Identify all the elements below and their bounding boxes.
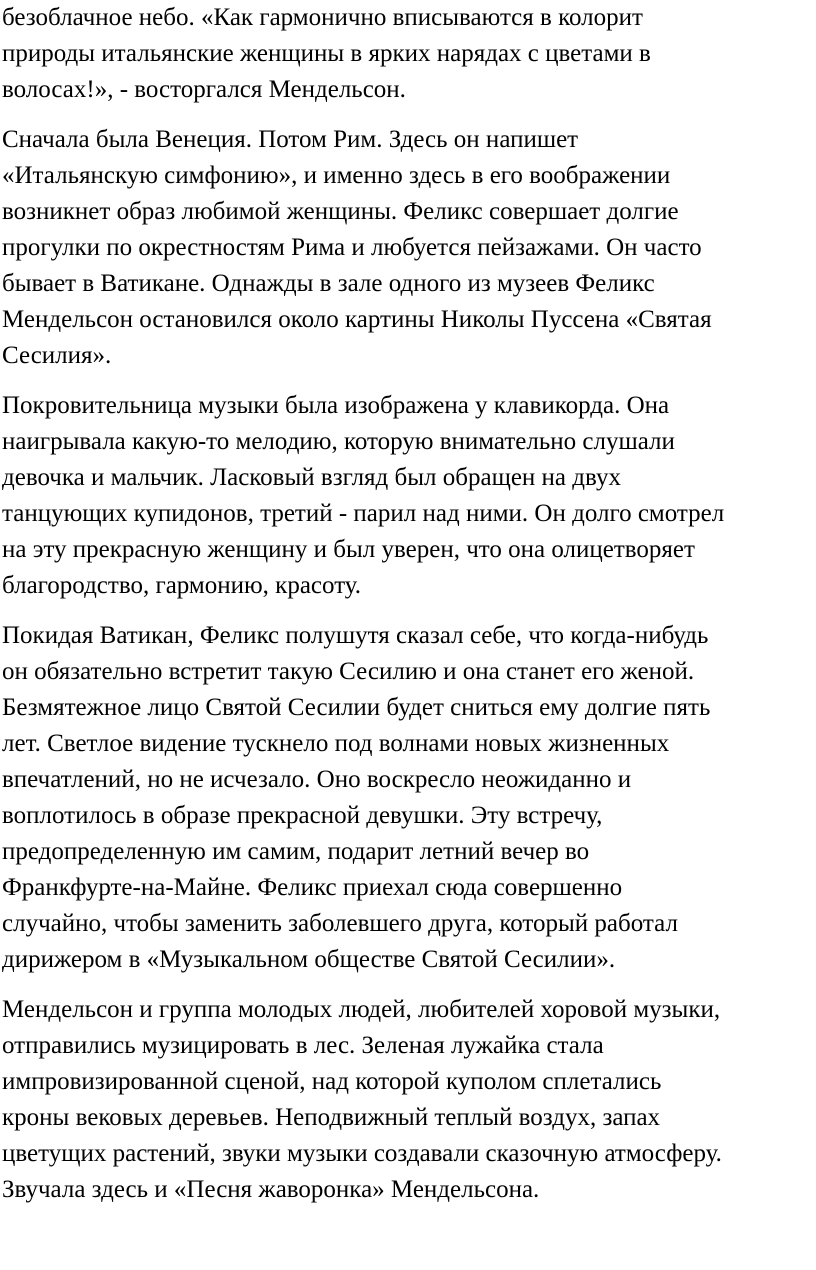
paragraph-3 [2,388,814,604]
text-line: танцующих купидонов, третий - парил над ними. Он долго смотрел [2,500,725,527]
text-line: прогулки по окрестностям Рима и любуется пейзажами. Он часто [2,234,702,261]
text-line: импровизированной сценой, над которой куполом сплетались [2,1068,662,1095]
text-line: благородство, гармонию, красоту. [2,572,362,599]
text-line: волосах!», - восторгался Мендельсон. [2,76,406,103]
text-line: Покидая Ватикан, Феликс полушутя сказал себе, что когда-нибудь [2,622,709,649]
text-line: наигрывала какую-то мелодию, которую внимательно слушали [2,428,675,455]
text-line: Безмятежное лицо Святой Сесилии будет сниться ему долгие пять [2,694,711,721]
document-page [2,0,814,1222]
paragraph-2 [2,122,814,374]
text-line: девочка и мальчик. Ласковый взгляд был обращен на двух [2,464,621,491]
paragraph-4 [2,618,814,978]
text-line: отправились музицировать в лес. Зеленая лужайка стала [2,1032,604,1059]
paragraph-5 [2,992,814,1208]
text-line: Покровительница музыки была изображена у клавикорда. Она [2,392,670,419]
text-line: Сесилия». [2,342,112,369]
paragraph-1 [2,0,814,108]
text-line: дирижером в «Музыкальном обществе Святой Сесилии». [2,946,616,973]
text-line: кроны вековых деревьев. Неподвижный теплый воздух, запах [2,1104,661,1131]
text-line: «Итальянскую симфонию», и именно здесь в его воображении [2,162,671,189]
text-line: безоблачное небо. «Как гармонично вписываются в колорит [2,4,643,31]
text-line: цветущих растений, звуки музыки создавали сказочную атмосферу. [2,1140,722,1167]
text-line: природы итальянские женщины в ярких нарядах с цветами в [2,40,651,67]
text-line: Франкфурте-на-Майне. Феликс приехал сюда совершенно [2,874,623,901]
text-line: он обязательно встретит такую Сесилию и она станет его женой. [2,658,695,685]
text-line: бывает в Ватикане. Однажды в зале одного из музеев Феликс [2,270,655,297]
text-line: Сначала была Венеция. Потом Рим. Здесь он напишет [2,126,579,153]
text-line: случайно, чтобы заменить заболевшего друга, который работал [2,910,678,937]
text-line: предопределенную им самим, подарит летний вечер во [2,838,590,865]
text-line: впечатлений, но не исчезало. Оно воскресло неожиданно и [2,766,632,793]
text-line: Мендельсон остановился около картины Николы Пуссена «Святая [2,306,712,333]
text-line: на эту прекрасную женщину и был уверен, что она олицетворяет [2,536,695,563]
text-line: Звучала здесь и «Песня жаворонка» Мендельсона. [2,1176,540,1203]
text-line: лет. Светлое видение тускнело под волнами новых жизненных [2,730,670,757]
text-line: Мендельсон и группа молодых людей, любителей хоровой музыки, [2,996,721,1023]
text-line: возникнет образ любимой женщины. Феликс совершает долгие [2,198,679,225]
text-line: воплотилось в образе прекрасной девушки. Эту встречу, [2,802,603,829]
